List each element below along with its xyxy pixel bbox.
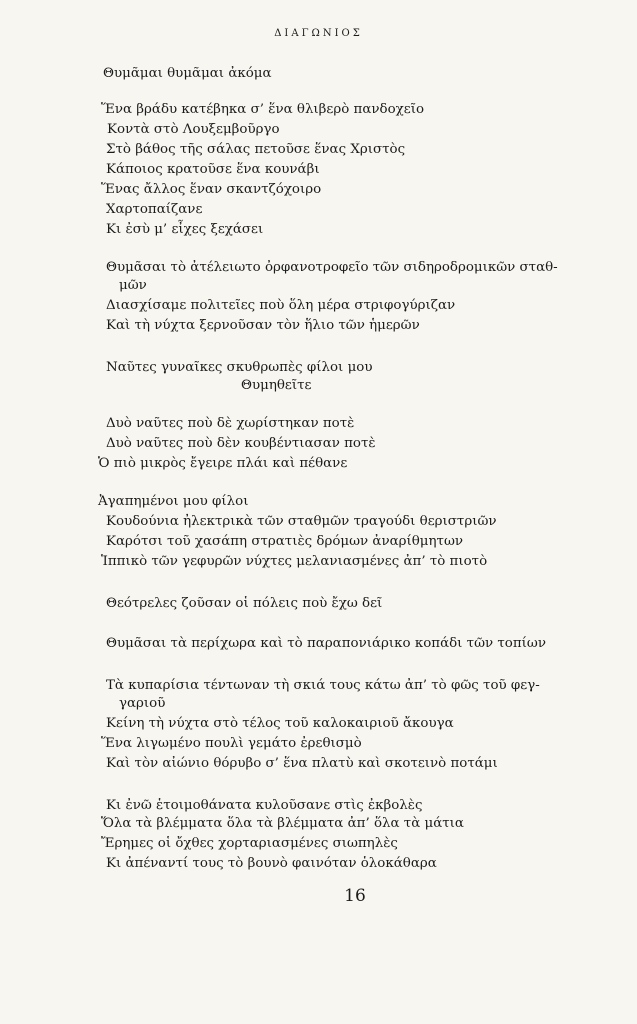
poem-line: μῶν	[119, 278, 147, 293]
poem-line: γαριοῦ	[119, 696, 166, 711]
poem-line: Ἕνα λιγωμένο πουλὶ γεμάτο ἐρεθισμὸ	[101, 736, 362, 751]
poem-line: Κι ἀπέναντί τους τὸ βουνὸ φαινόταν ὁλοκάθαρα	[106, 856, 437, 871]
poem-line: Ἕνας ἄλλος ἕναν σκαντζόχοιρο	[101, 182, 322, 197]
poem-line: Καρότσι τοῦ χασάπη στρατιὲς δρόμων ἀναρίθμητων	[106, 534, 464, 549]
poem-line: Ἀγαπημένοι μου φίλοι	[98, 494, 249, 509]
poem-line: Καὶ τὴ νύχτα ξερνοῦσαν τὸν ἥλιο τῶν ἡμερῶν	[106, 318, 420, 333]
running-head: ΔΙΑΓΩΝΙΟΣ	[274, 28, 363, 39]
poem-line: Θυμᾶσαι τὸ ἀτέλειωτο ὀρφανοτροφεῖο τῶν σιδηροδρομικῶν σταθ-	[106, 260, 558, 275]
poem-line: Ἕνα βράδυ κατέβηκα σ’ ἕνα θλιβερὸ πανδοχεῖο	[101, 102, 425, 117]
poem-line: Καὶ τὸν αἰώνιο θόρυβο σ’ ἕνα πλατὺ καὶ σκοτεινὸ ποτάμι	[106, 756, 498, 771]
poem-line: Κείνη τὴ νύχτα στὸ τέλος τοῦ καλοκαιριοῦ ἄκουγα	[106, 716, 454, 731]
poem-line: Διασχίσαμε πολιτεῖες ποὺ ὅλη μέρα στριφογύριζαν	[106, 298, 456, 313]
poem-line: Χαρτοπαίζανε	[106, 202, 203, 217]
poem-line: Ἱππικὸ τῶν γεφυρῶν νύχτες μελανιασμένες ἀπ’ τὸ πιοτὸ	[101, 554, 488, 569]
poem-line: Τὰ κυπαρίσια τέντωναν τὴ σκιά τους κάτω ἀπ’ τὸ φῶς τοῦ φεγ-	[106, 678, 540, 693]
poem-line: Κι ἐσὺ μ’ εἶχες ξεχάσει	[106, 222, 264, 237]
poem-line: Θυμᾶμαι θυμᾶμαι ἀκόμα	[103, 66, 272, 81]
poem-line: Ὅλα τὰ βλέμματα ὅλα τὰ βλέμματα ἀπ’ ὅλα τὰ μάτια	[101, 816, 464, 831]
poem-line: Κάποιος κρατοῦσε ἕνα κουνάβι	[106, 162, 320, 177]
poem-line: Θεότρελες ζοῦσαν οἱ πόλεις ποὺ ἔχω δεῖ	[106, 596, 383, 611]
poem-line: Δυὸ ναῦτες ποὺ δὲν κουβέντιασαν ποτὲ	[106, 436, 376, 451]
poem-line: Κι ἐνῶ ἑτοιμοθάνατα κυλοῦσανε στὶς ἐκβολὲς	[106, 798, 423, 813]
poem-line: Ἔρημες οἱ ὄχθες χορταριασμένες σιωπηλὲς	[101, 836, 398, 851]
poem-line: Θυμηθεῖτε	[241, 378, 312, 393]
poem-line: Δυὸ ναῦτες ποὺ δὲ χωρίστηκαν ποτὲ	[106, 416, 355, 431]
poem-line: Ὁ πιὸ μικρὸς ἔγειρε πλάι καὶ πέθανε	[98, 456, 348, 471]
poem-line: Κουδούνια ἠλεκτρικὰ τῶν σταθμῶν τραγούδι θεριστριῶν	[106, 514, 497, 529]
poem-line: Ναῦτες γυναῖκες σκυθρωπὲς φίλοι μου	[106, 360, 373, 375]
poem-line: Θυμᾶσαι τὰ περίχωρα καὶ τὸ παραπονιάρικο κοπάδι τῶν τοπίων	[106, 636, 546, 651]
poem-line: Στὸ βάθος τῆς σάλας πετοῦσε ἕνας Χριστὸς	[106, 142, 406, 157]
poem-line: Κοντὰ στὸ Λουξεμβοῦργο	[107, 122, 280, 137]
page-number: 16	[344, 886, 366, 906]
